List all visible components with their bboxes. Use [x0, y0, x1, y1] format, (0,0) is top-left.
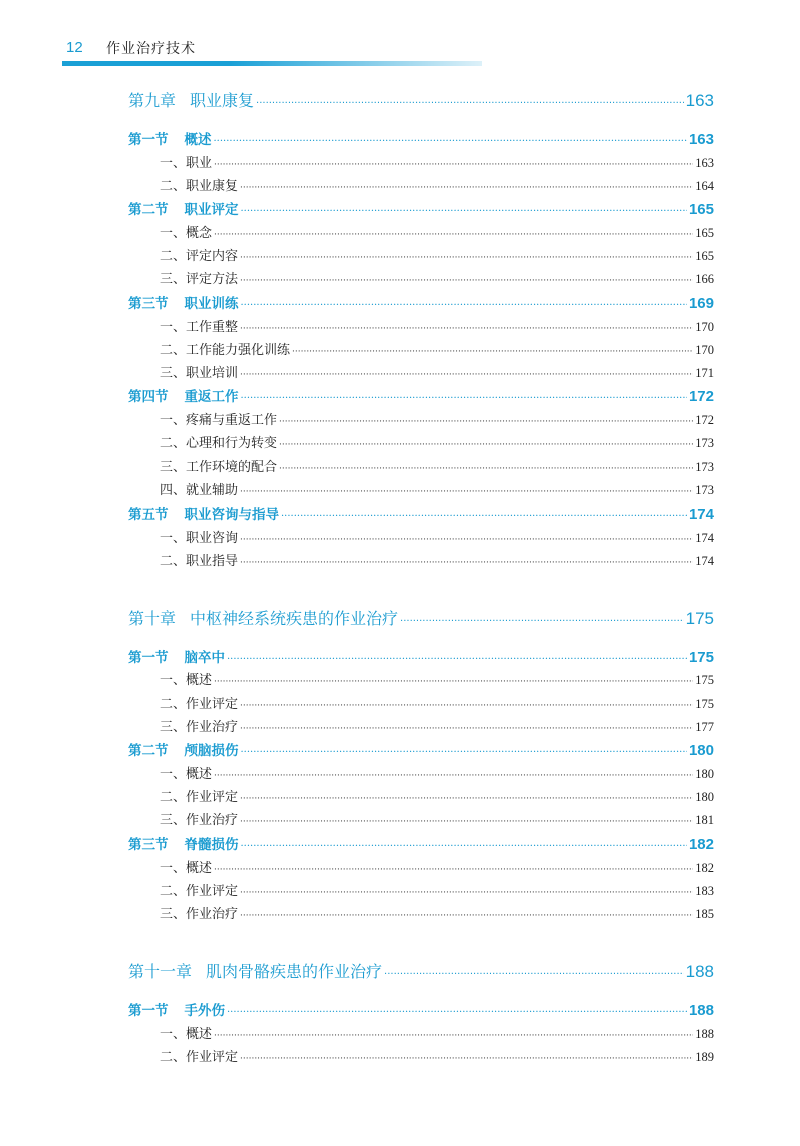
dot-leader: [279, 440, 693, 450]
chapter-title: 中枢神经系统疾患的作业治疗: [190, 609, 399, 628]
dot-leader: [241, 300, 687, 311]
section-entry[interactable]: [128, 385, 714, 407]
section-number: 第五节: [128, 507, 169, 523]
section-page-number: 180: [688, 742, 714, 759]
section-title: 手外伤: [184, 1003, 225, 1019]
item-page-number: 174: [695, 554, 714, 568]
dot-leader: [214, 230, 693, 240]
dot-leader: [240, 183, 693, 193]
dot-leader: [240, 324, 693, 334]
section-number: 第一节: [128, 650, 169, 666]
section-page-number: 172: [688, 388, 714, 405]
section-page-number: 165: [688, 201, 714, 218]
item-entry[interactable]: [160, 809, 714, 829]
item-label: [160, 693, 238, 712]
dot-leader: [214, 771, 693, 781]
item-entry[interactable]: [160, 763, 714, 783]
chapter-entry[interactable]: [128, 88, 714, 112]
dot-leader: [400, 616, 684, 627]
item-page-number: 175: [695, 673, 714, 687]
dot-leader: [240, 888, 693, 898]
item-label: [160, 809, 238, 828]
section-number: 第二节: [128, 743, 169, 759]
item-page-number: 173: [695, 483, 714, 497]
header-rule: [62, 61, 482, 66]
item-title: 四、就业辅助: [160, 483, 239, 498]
item-title: 二、评定内容: [160, 249, 239, 264]
item-label: [160, 222, 212, 241]
dot-leader: [214, 136, 687, 147]
item-title: 一、疼痛与重返工作: [160, 413, 278, 428]
section-title: 颅脑损伤: [184, 743, 239, 759]
dot-leader: [256, 98, 684, 109]
item-page-number: 188: [695, 1027, 714, 1041]
item-entry[interactable]: [160, 175, 714, 195]
dot-leader: [240, 370, 693, 380]
section-label: [128, 503, 279, 523]
item-label: [160, 316, 238, 335]
section-page-number: 169: [688, 295, 714, 312]
item-label: [160, 763, 212, 782]
dot-leader: [241, 206, 687, 217]
section-number: 第四节: [128, 389, 169, 405]
section-page-number: 182: [688, 836, 714, 853]
chapter-number: 第十章: [128, 609, 177, 628]
dot-leader: [214, 865, 693, 875]
item-page-number: 166: [695, 272, 714, 286]
dot-leader: [227, 654, 687, 665]
item-title: 一、概述: [160, 1027, 213, 1042]
chapter-number: 第九章: [128, 91, 177, 110]
section-title: 重返工作: [184, 389, 239, 405]
item-title: 一、工作重整: [160, 320, 239, 335]
item-title: 一、职业: [160, 156, 213, 171]
dot-leader: [214, 1031, 693, 1041]
item-entry[interactable]: [160, 152, 714, 172]
item-entry[interactable]: [160, 1046, 714, 1066]
item-page-number: 173: [695, 436, 714, 450]
item-page-number: 189: [695, 1050, 714, 1064]
dot-leader: [281, 511, 687, 522]
item-entry[interactable]: [160, 316, 714, 336]
chapter-label: [128, 959, 382, 982]
item-page-number: 180: [695, 767, 714, 781]
item-label: [160, 903, 238, 922]
dot-leader: [279, 417, 693, 427]
item-label: [160, 175, 238, 194]
section-label: [128, 646, 225, 666]
item-label: [160, 880, 238, 899]
item-entry[interactable]: [160, 669, 714, 689]
item-page-number: 173: [695, 460, 714, 474]
item-page-number: 170: [695, 343, 714, 357]
section-page-number: 188: [688, 1002, 714, 1019]
item-title: 二、作业评定: [160, 697, 239, 712]
item-page-number: 181: [695, 813, 714, 827]
dot-leader: [279, 464, 693, 474]
item-entry[interactable]: [160, 857, 714, 877]
item-entry[interactable]: [160, 903, 714, 923]
item-entry[interactable]: [160, 339, 714, 359]
item-entry[interactable]: [160, 432, 714, 452]
item-title: 二、工作能力强化训练: [160, 343, 291, 358]
section-entry[interactable]: [128, 292, 714, 314]
item-title: 一、职业咨询: [160, 531, 239, 546]
section-entry[interactable]: [128, 128, 714, 150]
section-entry[interactable]: [128, 999, 714, 1021]
item-entry[interactable]: [160, 880, 714, 900]
item-label: [160, 152, 212, 171]
item-label: [160, 786, 238, 805]
item-page-number: 171: [695, 366, 714, 380]
item-label: [160, 1046, 238, 1065]
item-entry[interactable]: [160, 268, 714, 288]
section-label: [128, 739, 239, 759]
item-title: 三、评定方法: [160, 272, 239, 287]
item-page-number: 164: [695, 179, 714, 193]
dot-leader: [240, 794, 693, 804]
item-page-number: 175: [695, 697, 714, 711]
section-title: 职业咨询与指导: [184, 507, 279, 523]
item-label: [160, 432, 277, 451]
section-number: 第三节: [128, 296, 169, 312]
item-page-number: 174: [695, 531, 714, 545]
section-entry[interactable]: [128, 503, 714, 525]
item-label: [160, 550, 238, 569]
section-label: [128, 385, 239, 405]
section-number: 第一节: [128, 1003, 169, 1019]
item-label: [160, 362, 238, 381]
item-title: 三、作业治疗: [160, 813, 239, 828]
book-title: 作业治疗技术: [106, 41, 196, 57]
chapter-title: 肌肉骨骼疾患的作业治疗: [206, 962, 383, 981]
dot-leader: [214, 677, 693, 687]
dot-leader: [384, 969, 684, 980]
dot-leader: [240, 1054, 693, 1064]
item-label: [160, 716, 238, 735]
item-label: [160, 857, 212, 876]
section-number: 第三节: [128, 837, 169, 853]
item-entry[interactable]: [160, 693, 714, 713]
item-entry[interactable]: [160, 527, 714, 547]
item-page-number: 185: [695, 907, 714, 921]
chapter-label: [128, 606, 398, 629]
dot-leader: [241, 841, 687, 852]
dot-leader: [240, 276, 693, 286]
section-label: [128, 292, 239, 312]
chapter-number: 第十一章: [128, 962, 193, 981]
dot-leader: [292, 347, 693, 357]
item-title: 一、概述: [160, 861, 213, 876]
section-title: 概述: [184, 132, 212, 148]
item-label: [160, 409, 277, 428]
item-page-number: 180: [695, 790, 714, 804]
section-label: [128, 999, 225, 1019]
section-label: [128, 128, 212, 148]
page-header: [62, 36, 482, 68]
item-entry[interactable]: [160, 245, 714, 265]
section-entry[interactable]: [128, 198, 714, 220]
item-title: 二、职业康复: [160, 179, 239, 194]
item-entry[interactable]: [160, 1023, 714, 1043]
item-label: [160, 479, 238, 498]
item-title: 二、心理和行为转变: [160, 436, 278, 451]
item-page-number: 183: [695, 884, 714, 898]
dot-leader: [240, 558, 693, 568]
item-entry[interactable]: [160, 456, 714, 476]
section-entry[interactable]: [128, 739, 714, 761]
section-label: [128, 198, 239, 218]
item-label: [160, 268, 238, 287]
chapter-entry[interactable]: [128, 959, 714, 983]
item-title: 二、职业指导: [160, 554, 239, 569]
chapter-entry[interactable]: [128, 606, 714, 630]
item-label: [160, 339, 290, 358]
dot-leader: [240, 535, 693, 545]
item-title: 二、作业评定: [160, 790, 239, 805]
section-entry[interactable]: [128, 646, 714, 668]
item-entry[interactable]: [160, 550, 714, 570]
item-label: [160, 1023, 212, 1042]
item-title: 二、作业评定: [160, 884, 239, 899]
chapter-page-number: 163: [685, 91, 714, 110]
dot-leader: [240, 487, 693, 497]
section-page-number: 174: [688, 506, 714, 523]
item-label: [160, 245, 238, 264]
item-entry[interactable]: [160, 716, 714, 736]
item-entry[interactable]: [160, 222, 714, 242]
dot-leader: [240, 724, 693, 734]
item-page-number: 165: [695, 249, 714, 263]
section-entry[interactable]: [128, 833, 714, 855]
item-title: 三、职业培训: [160, 366, 239, 381]
chapter-page-number: 188: [685, 962, 714, 981]
chapter-page-number: 175: [685, 609, 714, 628]
item-page-number: 170: [695, 320, 714, 334]
item-entry[interactable]: [160, 409, 714, 429]
item-label: [160, 669, 212, 688]
page-number: 12: [66, 39, 83, 56]
item-entry[interactable]: [160, 479, 714, 499]
dot-leader: [214, 160, 693, 170]
dot-leader: [240, 817, 693, 827]
section-title: 脊髓损伤: [184, 837, 239, 853]
section-page-number: 175: [688, 649, 714, 666]
item-title: 三、作业治疗: [160, 907, 239, 922]
section-number: 第二节: [128, 202, 169, 218]
section-title: 职业评定: [184, 202, 239, 218]
item-title: 三、作业治疗: [160, 720, 239, 735]
dot-leader: [240, 253, 693, 263]
dot-leader: [240, 911, 693, 921]
section-title: 脑卒中: [184, 650, 225, 666]
section-number: 第一节: [128, 132, 169, 148]
section-label: [128, 833, 239, 853]
chapter-title: 职业康复: [190, 91, 255, 110]
chapter-label: [128, 88, 254, 111]
section-title: 职业训练: [184, 296, 239, 312]
item-page-number: 177: [695, 720, 714, 734]
dot-leader: [241, 393, 687, 404]
item-title: 一、概念: [160, 226, 213, 241]
item-title: 三、工作环境的配合: [160, 460, 278, 475]
item-page-number: 165: [695, 226, 714, 240]
section-page-number: 163: [688, 131, 714, 148]
dot-leader: [227, 1007, 687, 1018]
item-label: [160, 527, 238, 546]
item-page-number: 172: [695, 413, 714, 427]
dot-leader: [241, 747, 687, 758]
dot-leader: [240, 701, 693, 711]
item-page-number: 182: [695, 861, 714, 875]
item-entry[interactable]: [160, 786, 714, 806]
item-page-number: 163: [695, 156, 714, 170]
item-title: 一、概述: [160, 767, 213, 782]
item-title: 二、作业评定: [160, 1050, 239, 1065]
item-title: 一、概述: [160, 673, 213, 688]
item-label: [160, 456, 277, 475]
item-entry[interactable]: [160, 362, 714, 382]
